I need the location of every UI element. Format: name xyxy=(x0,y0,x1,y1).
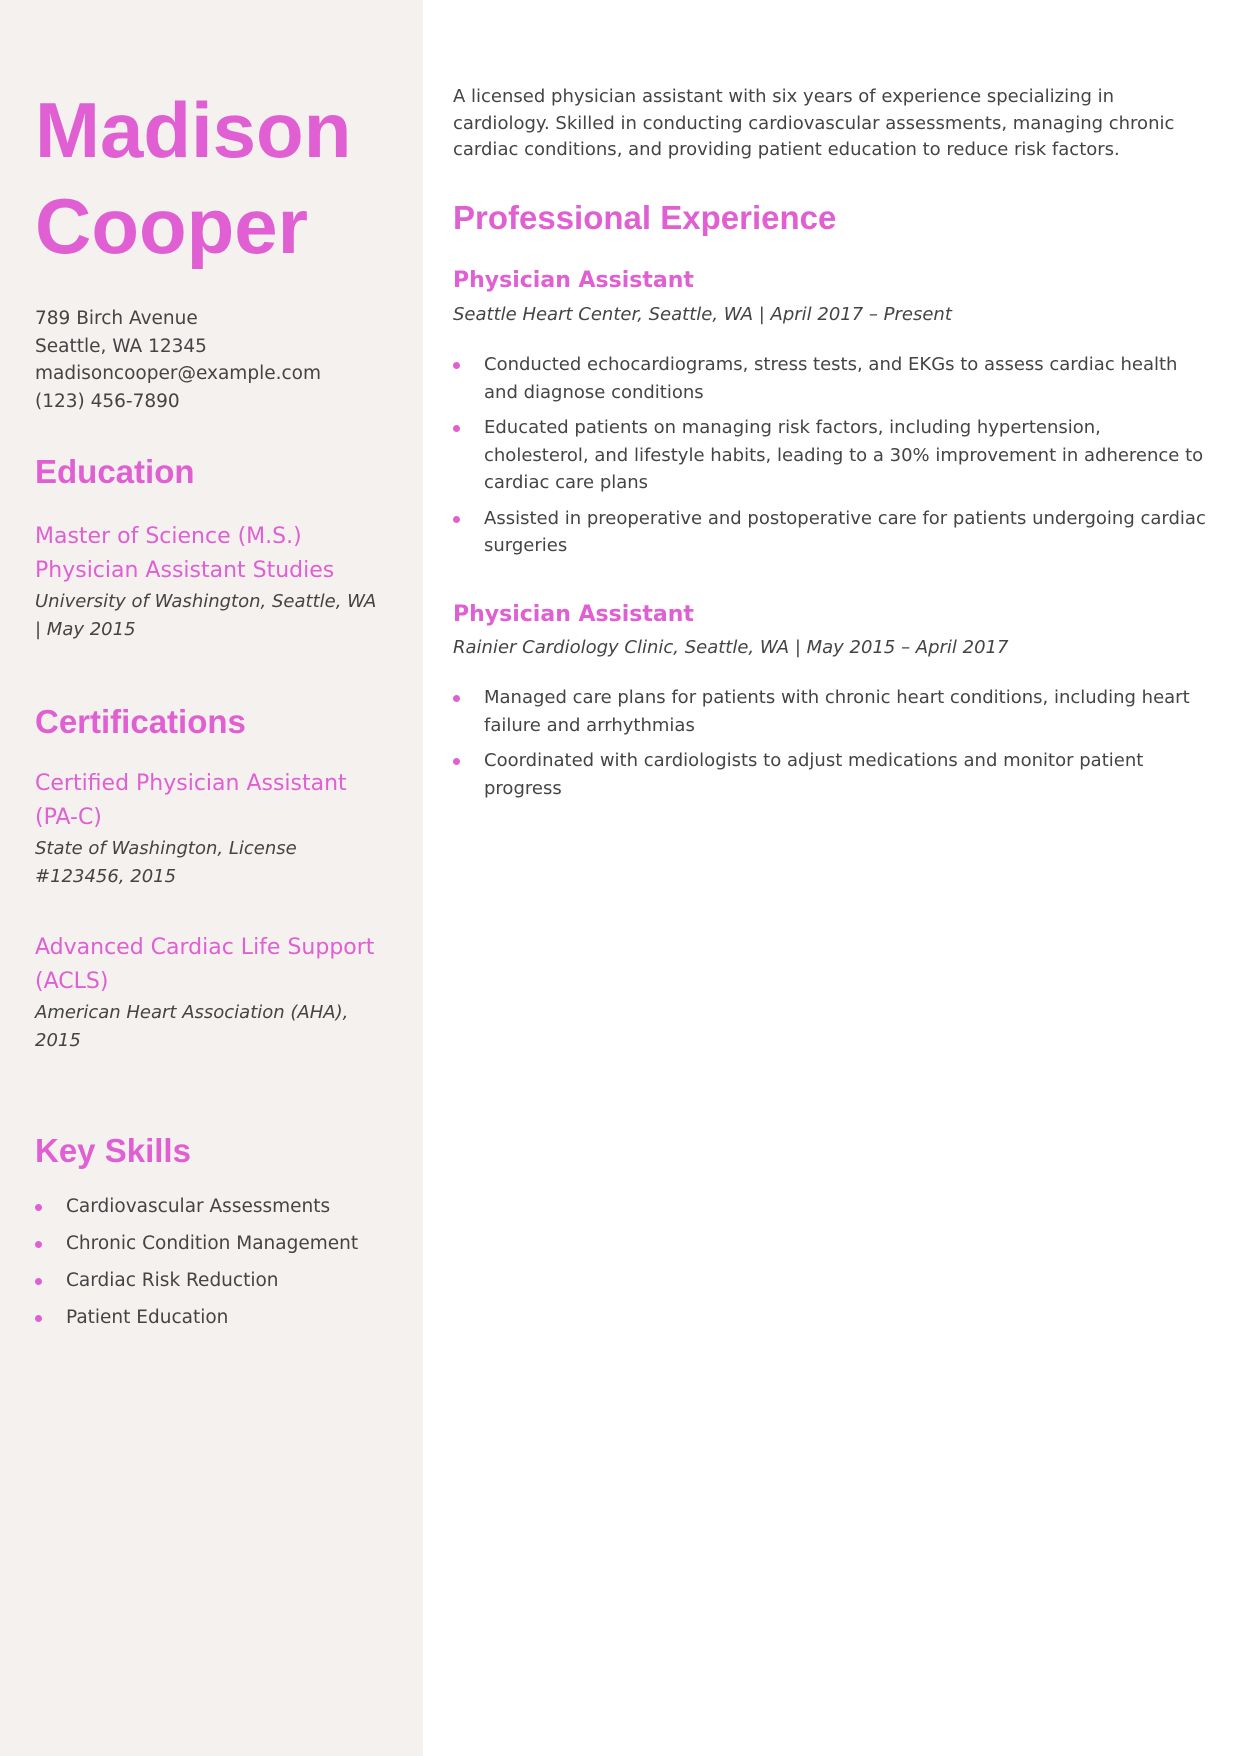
skills-heading: Key Skills xyxy=(35,1132,191,1169)
certification-detail: American Heart Association (AHA), 2015 xyxy=(35,1002,349,1051)
responsibility-item xyxy=(453,684,1208,739)
last-name: Cooper xyxy=(35,182,308,270)
certification-detail: State of Washington, License #123456, 2015 xyxy=(35,838,297,887)
contact-phone: (123) 456-7890 xyxy=(35,390,180,412)
education-degree-line2: Physician Assistant Studies xyxy=(35,558,335,583)
bullet-icon xyxy=(35,1241,42,1248)
professional-summary: A licensed physician assistant with six years of experience specializing in cardiology. Skilled in conducting cardiovascular assessments, managing chronic cardiac conditions, and providing patient education to reduce risk factors. xyxy=(453,86,1175,160)
responsibility-text: Conducted echocardiograms, stress tests, and EKGs to assess cardiac health and diagnose conditions xyxy=(484,354,1178,403)
experience-heading: Professional Experience xyxy=(453,199,837,236)
education-school: University of Washington, Seattle, WA | May 2015 xyxy=(35,591,377,640)
skill-item xyxy=(35,1304,405,1341)
responsibility-item xyxy=(453,351,1208,406)
bullet-icon xyxy=(453,425,460,432)
job-title: Physician Assistant xyxy=(453,268,694,293)
skill-label: Cardiac Risk Reduction xyxy=(66,1270,279,1291)
responsibility-item xyxy=(453,505,1208,560)
responsibility-item xyxy=(453,747,1208,802)
job-meta: Seattle Heart Center, Seattle, WA | April 2017 – Present xyxy=(453,304,952,325)
responsibility-text: Managed care plans for patients with chronic heart conditions, including heart failure and arrhythmias xyxy=(484,687,1190,736)
first-name: Madison xyxy=(35,86,352,174)
certifications-heading: Certifications xyxy=(35,703,246,740)
responsibility-text: Educated patients on managing risk factors, including hypertension, cholesterol, and lifestyle habits, leading to a 30% improvement in adherence to cardiac care plans xyxy=(484,417,1204,493)
certification-entry xyxy=(35,767,380,890)
job-responsibilities xyxy=(453,351,1208,568)
contact-info xyxy=(35,305,405,415)
skills-list xyxy=(35,1193,405,1341)
responsibility-item xyxy=(453,414,1208,497)
candidate-name xyxy=(35,82,405,274)
contact-street: 789 Birch Avenue xyxy=(35,308,198,329)
bullet-icon xyxy=(35,1315,42,1322)
bullet-icon xyxy=(453,695,460,702)
skill-label: Patient Education xyxy=(66,1307,229,1328)
contact-city: Seattle, WA 12345 xyxy=(35,335,207,357)
contact-email[interactable]: madisoncooper@example.com xyxy=(35,363,321,384)
education-entry xyxy=(35,520,380,643)
skill-item xyxy=(35,1193,405,1230)
bullet-icon xyxy=(453,758,460,765)
education-degree-line1: Master of Science (M.S.) xyxy=(35,524,302,549)
job-meta: Rainier Cardiology Clinic, Seattle, WA | May 2015 – April 2017 xyxy=(453,637,1009,658)
bullet-icon xyxy=(453,362,460,369)
job-responsibilities xyxy=(453,684,1208,810)
main-content xyxy=(423,0,1241,1756)
skill-label: Cardiovascular Assessments xyxy=(66,1196,331,1217)
skill-label: Chronic Condition Management xyxy=(66,1233,359,1254)
skill-item xyxy=(35,1267,405,1304)
certification-title: Certified Physician Assistant (PA-C) xyxy=(35,771,347,830)
certification-entry xyxy=(35,931,380,1054)
certification-title: Advanced Cardiac Life Support (ACLS) xyxy=(35,935,375,994)
bullet-icon xyxy=(35,1278,42,1285)
education-heading: Education xyxy=(35,453,195,490)
bullet-icon xyxy=(35,1204,42,1211)
skill-item xyxy=(35,1230,405,1267)
responsibility-text: Coordinated with cardiologists to adjust medications and monitor patient progress xyxy=(484,750,1144,799)
job-title: Physician Assistant xyxy=(453,602,694,627)
responsibility-text: Assisted in preoperative and postoperative care for patients undergoing cardiac surgeries xyxy=(484,507,1206,556)
bullet-icon xyxy=(453,516,460,523)
